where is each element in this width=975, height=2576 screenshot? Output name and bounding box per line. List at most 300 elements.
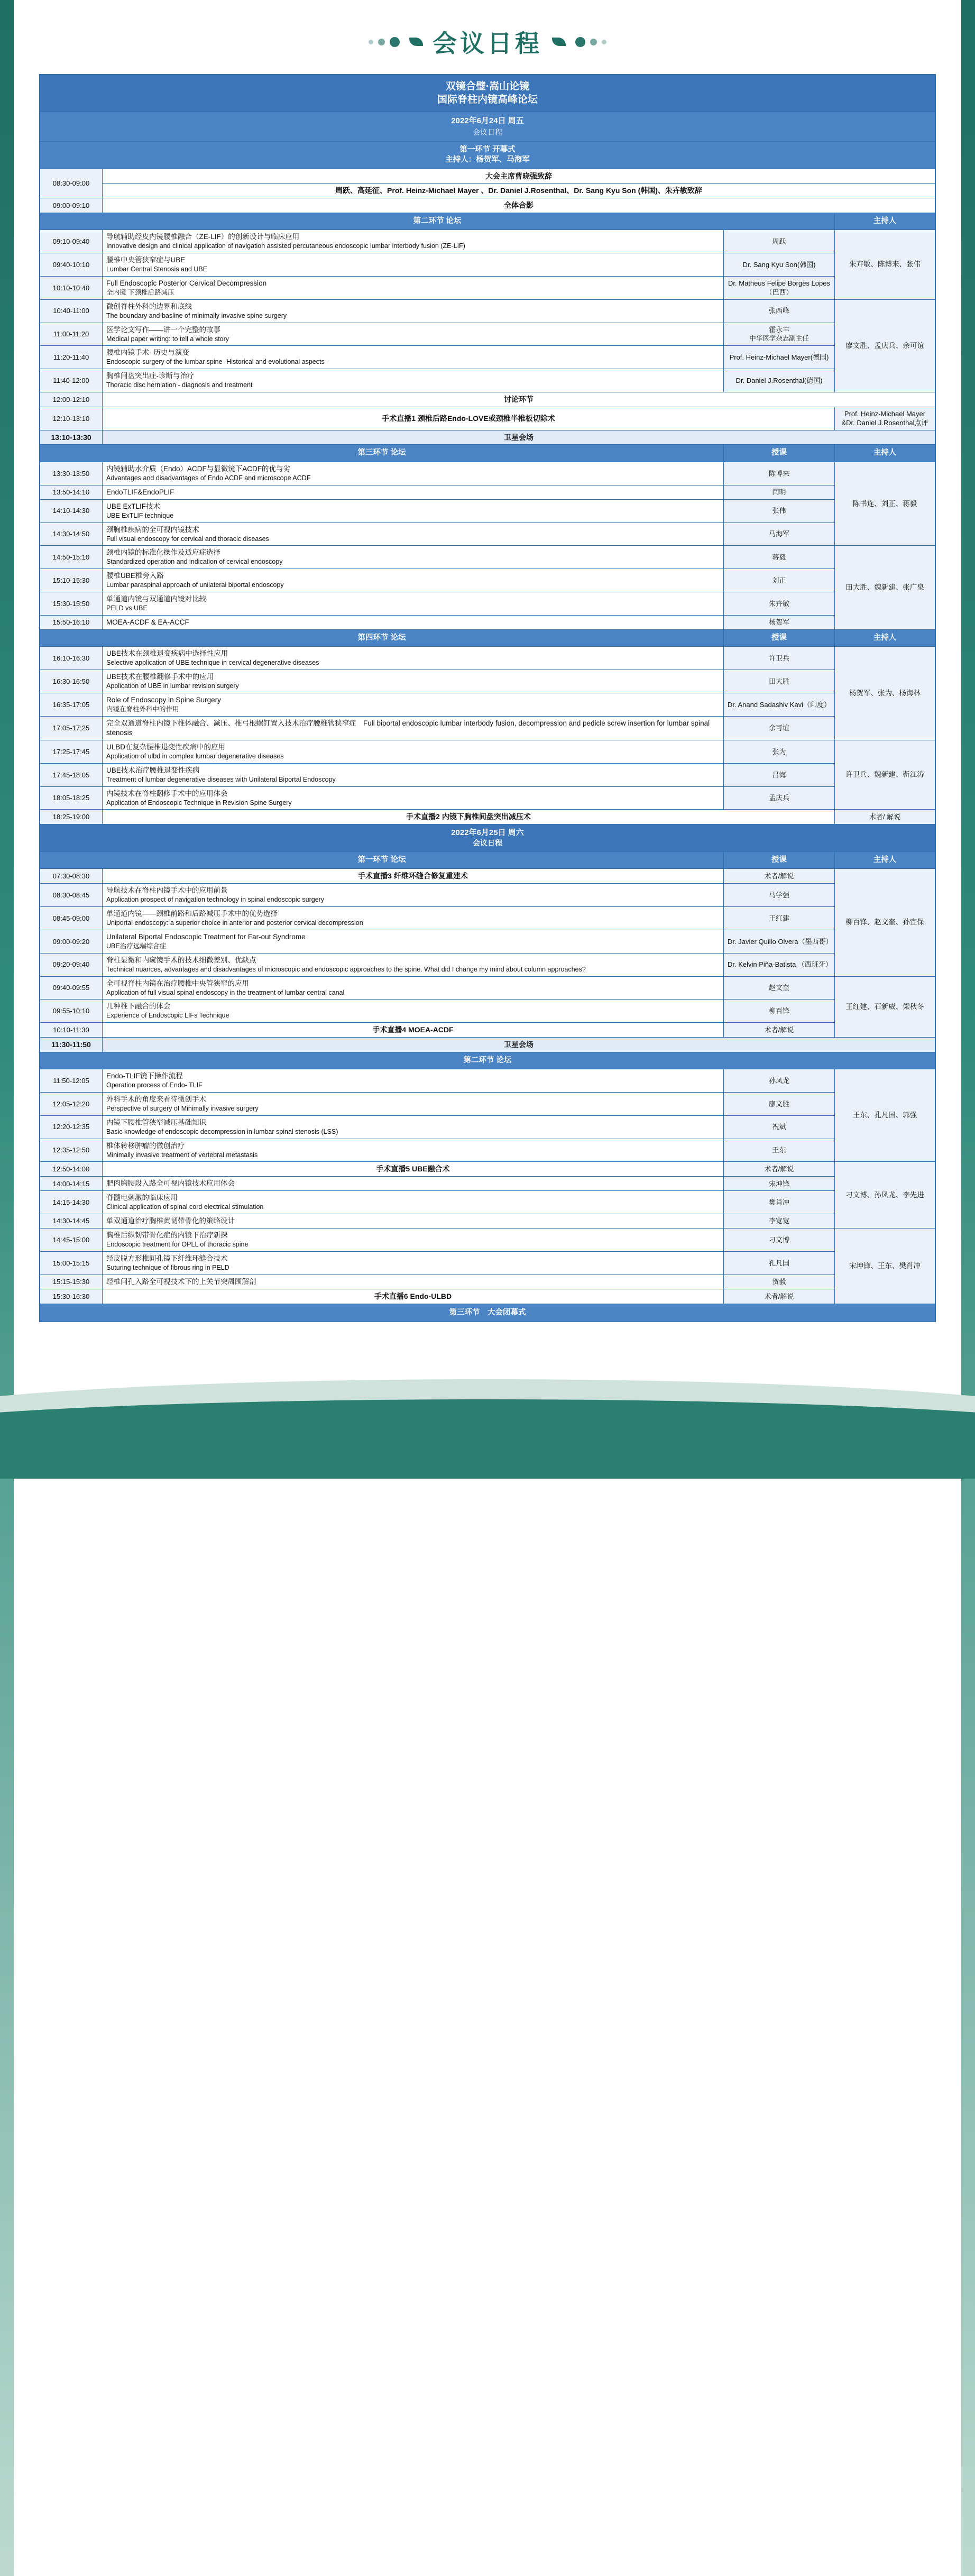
topic-en: Suturing technique of fibrous ring in PELD [106,1264,229,1272]
date-day1-line1: 2022年6月24日 周五 [451,116,524,125]
topic-zh: ULBD在复杂腰椎退变性疾病中的应用 [106,742,226,751]
topic-zh: 腰椎UBE椎旁入路 [106,572,164,580]
event-banner [40,75,935,112]
row-topic [103,1229,724,1252]
table-row [40,299,935,323]
table-row [40,869,935,884]
schedule-table-wrap [39,74,936,1322]
right-dots-decoration [575,37,606,47]
topic-en: Standardized operation and indication of cervical endoscopy [106,558,283,566]
topic-zh: 颈胸椎疾病的全可视内镜技术 [106,525,199,534]
discussion-time: 12:00-12:10 [40,392,103,407]
section4-host-label: 主持人 [834,629,935,646]
row-speaker: 吕海 [723,763,834,786]
row-topic [103,592,724,616]
row-time: 15:50-16:10 [40,615,103,629]
live-surgery-row [40,1289,935,1304]
topic-zh: UBE ExTLIF技术 [106,502,161,510]
topic-en: Application prospect of navigation technology in spinal endoscopic surgery [106,896,325,904]
topic-zh: UBE技术治疗腰椎退变性疾病 [106,766,200,774]
table-row [40,953,935,976]
row-time: 14:30-14:45 [40,1214,103,1229]
live1-speaker: Prof. Heinz-Michael Mayer &Dr. Daniel J.Rosenthal点评 [834,407,935,430]
row-topic: 手术直播5 UBE融合术 [103,1162,724,1177]
row-speaker: 樊肖冲 [723,1191,834,1214]
topic-zh: 内镜下腰椎管狭窄减压基础知识 [106,1118,206,1126]
row-topic: 手术直播6 Endo-ULBD [103,1289,724,1304]
row-time: 15:30-15:50 [40,592,103,616]
topic-zh: 经皮脱方形椎间孔镜下纤维环缝合技术 [106,1254,228,1262]
topic-en: Thoracic disc herniation - diagnosis and treatment [106,381,253,389]
table-row [40,184,935,198]
table-row [40,884,935,907]
row-topic [103,276,724,299]
row-topic [103,930,724,953]
topic-en: Advantages and disadvantages of Endo ACDF and microscope ACDF [106,474,311,482]
live-surgery-row [40,810,935,824]
topic-en: Perspective of surgery of Minimally invasive surgery [106,1105,259,1113]
row-speaker: 赵文奎 [723,976,834,1000]
section2-title: 第二环节 论坛 [40,213,835,230]
topic-zh: 内镜技术在脊柱翻修手术中的应用体会 [106,789,228,797]
row-time: 15:10-15:30 [40,569,103,592]
row-speaker: 祝斌 [723,1115,834,1139]
table-row [40,198,935,213]
table-row [40,546,935,569]
topic-zh: Role of Endoscopy in Spine Surgery [106,696,221,704]
row-speaker: 闫明 [723,485,834,499]
row-speaker: Dr. Sang Kyu Son(韩国) [723,253,834,277]
table-row [40,1252,935,1275]
row-time: 16:10-16:30 [40,647,103,670]
topic-zh: 胸椎间盘突出症-诊断与治疗 [106,372,195,380]
live-surgery-row [40,407,935,430]
section2-host-label: 主持人 [834,213,935,230]
table-row [40,615,935,629]
topic-zh: Unilateral Biportal Endoscopic Treatment for Far-out Syndrome [106,932,306,941]
row-time: 12:50-14:00 [40,1162,103,1177]
row-host: 杨贺军、张为、杨海林 [834,647,935,740]
row-topic [103,230,724,253]
row-topic [103,546,724,569]
table-row [40,499,935,522]
row-speaker: 廖文胜 [723,1092,834,1115]
lunch1-label: 卫星会场 [103,430,935,445]
row-time: 10:40-11:00 [40,299,103,323]
live-surgery-row [40,1162,935,1177]
day2-section1-host-label: 主持人 [834,852,935,869]
topic-en: 全内镜 下颈椎后路减压 [106,289,174,296]
row-topic [103,1275,724,1289]
row-topic: 手术直播3 纤维环缝合修复重建术 [103,869,724,884]
row-time: 17:25-17:45 [40,740,103,763]
section4-title-row [40,629,935,646]
table-row [40,369,935,392]
table-row [40,763,935,786]
row-speaker: 蒋毅 [723,546,834,569]
banner-line1: 双镜合璧·嵩山论镜 [445,81,530,92]
topic-zh: 单通道内镜与双通道内镜对比较 [106,595,206,603]
topic-en: Application of Endoscopic Technique in Revision Spine Surgery [106,799,292,806]
topic-en: UBE ExTLIF technique [106,511,174,519]
opening-time: 08:30-09:00 [40,169,103,198]
row-speaker: 周跃 [723,230,834,253]
row-speaker: Dr. Matheus Felipe Borges Lopes（巴西） [723,276,834,299]
row-time: 15:15-15:30 [40,1275,103,1289]
row-host: 王红建、石新威、梁秋冬 [834,976,935,1037]
table-row [40,1023,935,1038]
topic-en: Lumbar paraspinal approach of unilateral biportal endoscopy [106,581,284,589]
topic-zh: 内镜辅助水介质（Endo）ACDF与显微镜下ACDF的优与劣 [106,464,291,473]
live1-time: 12:10-13:10 [40,407,103,430]
row-topic [103,346,724,369]
row-speaker: 术者/解说 [723,869,834,884]
topic-en: Treatment of lumbar degenerative diseases with Unilateral Biportal Endoscopy [106,775,336,783]
table-row [40,1069,935,1093]
row-speaker: Prof. Heinz-Michael Mayer(德国) [723,346,834,369]
topic-en: Minimally invasive treatment of vertebral metastasis [106,1151,258,1159]
row-time: 16:35-17:05 [40,693,103,717]
topic-zh: UBE技术在颈椎退变疾病中选择性应用 [106,649,228,658]
page-title: 会议日程 [433,29,542,58]
topic-zh: 腰椎内镜手术- 历史与演变 [106,349,189,357]
table-row [40,522,935,546]
row-host: 宋坤锋、王东、樊肖冲 [834,1229,935,1304]
live2-speaker: 术者/ 解说 [834,810,935,824]
row-time: 18:05-18:25 [40,786,103,810]
table-row [40,1229,935,1252]
row-time: 17:05-17:25 [40,716,103,740]
speaker-affiliation: 中华医学杂志副主任 [749,335,809,343]
topic-zh: 微创脊柱外科的边界和底线 [106,302,192,310]
date-day2-line1: 2022年6月25日 周六 [451,828,524,838]
section1-title [40,141,935,169]
section3-title: 第三环节 论坛 [40,445,724,462]
date-day2-line2: 会议日程 [473,839,502,848]
row-speaker: 王东 [723,1139,834,1162]
topic-zh: 脊髓电刺激的临床应用 [106,1194,178,1202]
footer-decoration [0,1341,975,1442]
row-topic [103,1139,724,1162]
table-row [40,462,935,485]
opening-row1: 大会主席曹晓强致辞 [103,169,935,184]
topic-en: PELD vs UBE [106,604,148,612]
row-host: 田大胜、魏新建、张广泉 [834,546,935,630]
date-banner-day2 [40,824,935,852]
topic-en: Basic knowledge of endoscopic decompression in lumbar spinal stenosis (LSS) [106,1127,338,1135]
section1-title-text: 第一环节 开幕式 [459,145,516,154]
row-time: 09:40-10:10 [40,253,103,277]
row-speaker: 马学强 [723,884,834,907]
lunch2-time: 11:30-11:50 [40,1037,103,1052]
topic-en: Endoscopic surgery of the lumbar spine- Historical and evolutional aspects - [106,358,329,366]
row-time: 09:40-09:55 [40,976,103,1000]
lunch-row [40,430,935,445]
row-speaker: 孙凤龙 [723,1069,834,1093]
topic-en: Operation process of Endo- TLIF [106,1081,203,1089]
section3-title-row [40,445,935,462]
discussion-row [40,392,935,407]
row-speaker: 王红建 [723,907,834,930]
discussion-label: 讨论环节 [103,392,935,407]
topic-zh: Full Endoscopic Posterior Cervical Decompression [106,279,267,287]
row-topic [103,1092,724,1115]
row-host: 柳百锋、赵文奎、孙宜保 [834,869,935,976]
table-row [40,716,935,740]
row-host: 陈书连、刘正、蒋毅 [834,462,935,546]
section1-host-text: 主持人：杨贺军、马海军 [445,155,530,164]
table-row [40,907,935,930]
table-row [40,276,935,299]
topic-zh: 单通道内镜——颈椎前路和后路减压手术中的优势选择 [106,910,278,918]
row-speaker: 李宽宽 [723,1214,834,1229]
row-topic: 手术直播4 MOEA-ACDF [103,1023,724,1038]
page-header [0,0,975,74]
row-time: 14:15-14:30 [40,1191,103,1214]
row-topic [103,1115,724,1139]
lunch-row [40,1037,935,1052]
row-time: 12:35-12:50 [40,1139,103,1162]
row-speaker: Dr. Javier Quillo Olvera（墨西哥） [723,930,834,953]
row-topic [103,485,724,499]
topic-zh: 单双通道治疗胸椎黄韧带骨化的策略设计 [106,1217,235,1225]
table-row [40,930,935,953]
row-speaker: Dr. Anand Sadashiv Kavi（印度） [723,693,834,717]
row-speaker: 马海军 [723,522,834,546]
opening-row2: 周跃、高延征、Prof. Heinz-Michael Mayer 、Dr. Daniel J.Rosenthal、Dr. Sang Kyu Son (韩国)、朱卉敏致辞 [103,184,935,198]
leaf-icon-right [552,38,566,46]
topic-zh: 全可视脊柱内镜在治疗腰椎中央管狭窄的应用 [106,979,249,987]
row-speaker: 张伟 [723,499,834,522]
row-topic [103,1000,724,1023]
table-row [40,1092,935,1115]
row-time: 09:20-09:40 [40,953,103,976]
date-day1-line2: 会议日程 [473,128,502,136]
section4-speaker-label: 授课 [723,629,834,646]
table-row [40,1191,935,1214]
row-speaker: 孟庆兵 [723,786,834,810]
topic-zh: 脊柱显微和内窥镜手术的技术细微差别、优缺点 [106,956,256,964]
row-topic [103,647,724,670]
closing-ceremony-title: 第三环节 大会闭幕式 [40,1304,935,1322]
table-row [40,169,935,184]
live1-label: 手术直播1 颈椎后路Endo-LOVE或颈椎半椎板切除术 [103,407,835,430]
topic-zh: 经椎间孔入路全可视技术下的上关节突周围解剖 [106,1277,256,1286]
row-time: 13:50-14:10 [40,485,103,499]
row-speaker: 余可谊 [723,716,834,740]
table-row [40,670,935,693]
row-time: 11:50-12:05 [40,1069,103,1093]
topic-zh: 几种椎下融合的体会 [106,1002,171,1011]
topic-en: UBE治疗远端综合症 [106,942,167,950]
row-speaker: 田大胜 [723,670,834,693]
row-time: 07:30-08:30 [40,869,103,884]
row-topic [103,1252,724,1275]
row-time: 10:10-11:30 [40,1023,103,1038]
banner-row [40,75,935,112]
table-row [40,592,935,616]
row-topic [103,369,724,392]
row-time: 14:10-14:30 [40,499,103,522]
row-host: 刁文博、孙凤龙、李先进 [834,1162,935,1229]
row-speaker: 术者/解说 [723,1023,834,1038]
topic-zh: 颈椎内镜的标准化操作及适应症选择 [106,548,220,557]
row-speaker: 许卫兵 [723,647,834,670]
table-row [40,786,935,810]
row-speaker: 术者/解说 [723,1289,834,1304]
table-row [40,230,935,253]
row-topic [103,1069,724,1093]
row-speaker: 杨贺军 [723,615,834,629]
day2-section2-title-row [40,1052,935,1069]
table-row [40,693,935,717]
left-dots-decoration [369,37,400,47]
topic-zh: MOEA-ACDF & EA-ACCF [106,618,189,626]
table-row [40,485,935,499]
row-speaker: 术者/解说 [723,1162,834,1177]
table-row [40,976,935,1000]
section1-title-row [40,141,935,169]
topic-en: Clinical application of spinal cord electrical stimulation [106,1203,264,1211]
row-time: 12:05-12:20 [40,1092,103,1115]
topic-zh: 医学论文写作——讲一个完整的故事 [106,325,220,334]
topic-en: Application of UBE in lumbar revision surgery [106,682,239,690]
topic-zh: Endo-TLIF镜下操作流程 [106,1072,183,1080]
section4-title: 第四环节 论坛 [40,629,724,646]
topic-zh: 导航辅助经皮内镜腰椎融合（ZE-LIF）的创新设计与临床应用 [106,233,300,241]
topic-en: Selective application of UBE technique in cervical degenerative diseases [106,659,319,667]
row-topic [103,740,724,763]
lunch1-time: 13:10-13:30 [40,430,103,445]
topic-en: Experience of Endoscopic LIFs Technique [106,1012,229,1020]
row-host: 廖文胜、孟庆兵、余可谊 [834,299,935,392]
topic-en: Technical nuances, advantages and disadvantages of microscopic and endoscopic approaches to the spine. What did I change my mind about column approaches? [106,965,586,973]
row-time: 17:45-18:05 [40,763,103,786]
topic-en: Uniportal endoscopy: a superior choice in anterior and posterior cervical decompression [106,919,363,927]
row-speaker: 张西峰 [723,299,834,323]
topic-zh: 椎体转移肿瘤的微创治疗 [106,1141,185,1150]
row-topic [103,976,724,1000]
row-time: 08:30-08:45 [40,884,103,907]
photo-row: 全体合影 [103,198,935,213]
row-topic [103,522,724,546]
right-decorative-rail [961,0,975,2576]
day2-section2-title: 第二环节 论坛 [40,1052,935,1069]
row-topic [103,323,724,346]
live2-time: 18:25-19:00 [40,810,103,824]
row-speaker: Dr. Daniel J.Rosenthal(德国) [723,369,834,392]
row-host: 王东、孔凡国、郭强 [834,1069,935,1162]
row-speaker: 张为 [723,740,834,763]
row-speaker: 宋坤锋 [723,1177,834,1191]
topic-zh: 胸椎后纵韧带骨化症的内镜下治疗新探 [106,1231,228,1240]
row-topic [103,953,724,976]
row-time: 10:10-10:40 [40,276,103,299]
section3-host-label: 主持人 [834,445,935,462]
row-topic [103,1191,724,1214]
table-row [40,1275,935,1289]
topic-zh: 导航技术在脊柱内镜手术中的应用前景 [106,886,228,895]
row-time: 15:00-15:15 [40,1252,103,1275]
closing-row [40,1304,935,1322]
table-row [40,1000,935,1023]
date-banner-day1 [40,112,935,141]
topic-en: Application of full visual spinal endoscopy in the treatment of lumbar central canal [106,988,345,996]
row-topic [103,786,724,810]
section2-title-row [40,213,935,230]
row-speaker: 孔凡国 [723,1252,834,1275]
row-topic [103,499,724,522]
lunch2-label: 卫星会场 [103,1037,935,1052]
table-row [40,253,935,277]
topic-zh: 腰椎中央管狭窄症与UBE [106,256,186,264]
row-topic [103,670,724,693]
topic-en: Application of ulbd in complex lumbar degenerative diseases [106,753,284,760]
row-speaker: Dr. Kelvin Piña-Batista （西班牙） [723,953,834,976]
speaker-name: 霍永丰 [768,325,789,334]
row-time: 11:20-11:40 [40,346,103,369]
banner-line2: 国际脊柱内镜高峰论坛 [437,94,538,106]
topic-zh: 肥肉胸腰段入路全可视内镜技术应用体会 [106,1179,235,1188]
day2-section1-title: 第一环节 论坛 [40,852,724,869]
schedule-table [40,75,935,1322]
topic-en: The boundary and basline of minimally invasive spine surgery [106,311,287,319]
row-time: 09:00-09:20 [40,930,103,953]
row-speaker: 柳百锋 [723,1000,834,1023]
row-topic [103,615,724,629]
row-topic [103,462,724,485]
live2-label: 手术直播2 内镜下胸椎间盘突出减压术 [103,810,835,824]
date-row-day1 [40,112,935,141]
row-speaker: 刘正 [723,569,834,592]
row-topic [103,907,724,930]
topic-zh: 完全双通道脊柱内镜下椎体融合、减压、椎弓根螺钉置入技术治疗腰椎管狭窄症 Full biportal endoscopic lumbar interbody fusion, decompression and pedicle screw insertion for lumbar spinal stenosis [106,719,710,737]
table-row [40,1139,935,1162]
row-topic [103,884,724,907]
table-row [40,323,935,346]
wave-dark [0,1399,975,1479]
topic-en: Endoscopic treatment for OPLL of thoracic spine [106,1241,249,1249]
photo-time: 09:00-09:10 [40,198,103,213]
table-row [40,740,935,763]
row-speaker: 贺毅 [723,1275,834,1289]
table-row [40,1214,935,1229]
row-time: 15:30-16:30 [40,1289,103,1304]
topic-zh: 外科手术的角度来看待微创手术 [106,1095,206,1103]
row-topic [103,569,724,592]
table-row [40,647,935,670]
row-time: 13:30-13:50 [40,462,103,485]
row-topic [103,299,724,323]
row-time: 14:45-15:00 [40,1229,103,1252]
row-time: 08:45-09:00 [40,907,103,930]
topic-en: Lumbar Central Stenosis and UBE [106,265,208,273]
row-topic [103,716,724,740]
left-decorative-rail [0,0,14,2576]
row-topic [103,693,724,717]
topic-en: Medical paper writing: to tell a whole story [106,335,229,343]
date-row-day2 [40,824,935,852]
leaf-icon-left [409,38,423,46]
table-row [40,1177,935,1191]
section3-speaker-label: 授课 [723,445,834,462]
row-speaker [723,323,834,346]
row-speaker: 陈博来 [723,462,834,485]
row-time: 09:55-10:10 [40,1000,103,1023]
topic-zh: EndoTLIF&EndoPLIF [106,488,174,496]
row-speaker: 朱卉敏 [723,592,834,616]
topic-en: Full visual endoscopy for cervical and thoracic diseases [106,535,269,543]
